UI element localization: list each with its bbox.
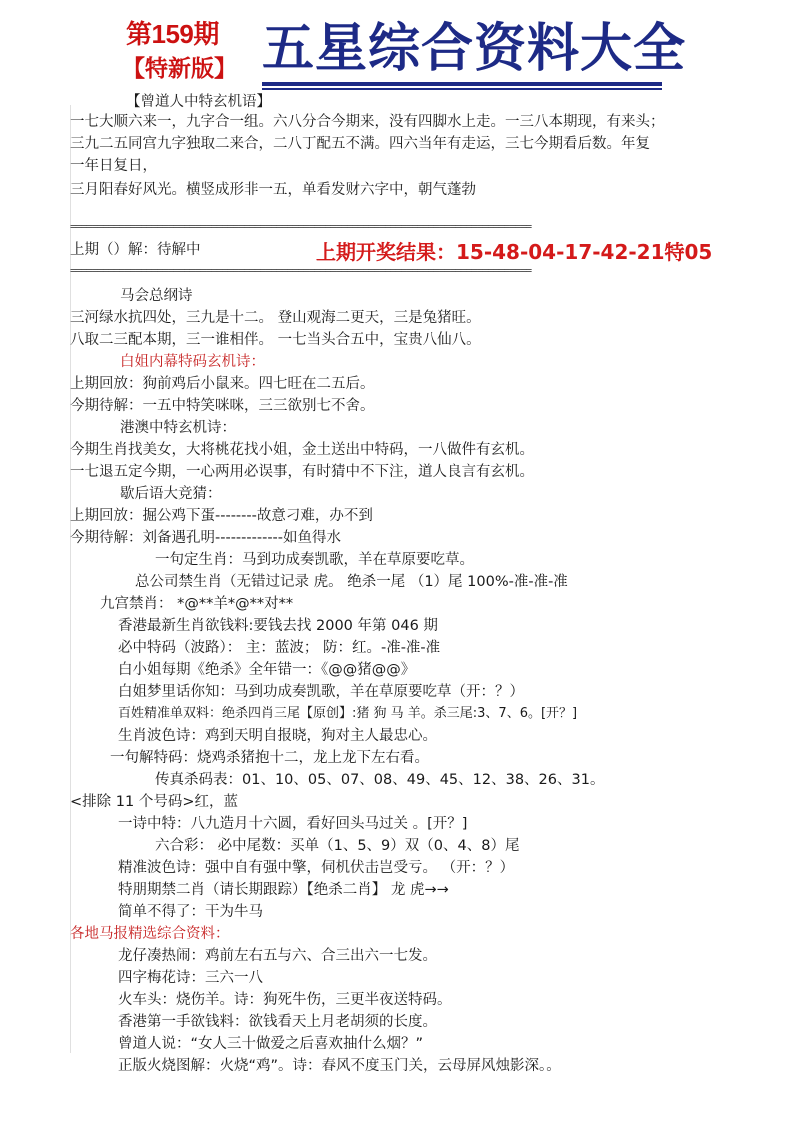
text-line: 百姓精准单双料：绝杀四肖三尾【原创】:猪 狗 马 羊。杀三尾:3、7、6。[开？] [118, 706, 578, 721]
text-line: 三九二五同宫九字独取二来合，二八丁配五不满。四六当年有走运，三七今期看后数。年复 [70, 136, 650, 152]
text-line: 三河绿水抗四处，三九是十二。 登山观海二更天，三是兔猪旺。 [70, 310, 481, 326]
last-period-result: 上期开奖结果：15-48-04-17-42-21特05 [316, 240, 713, 264]
text-line: 特朋期禁二肖（请长期跟踪）【绝杀二肖】 龙 虎→→ [118, 882, 449, 898]
text-line: 一七大顺六来一，九字合一组。六八分合今期来，没有四脚水上走。一三八本期现，有来头； [70, 114, 665, 130]
page-title: 五星综合资料大全 [262, 18, 687, 79]
text-line: 上期回放：掘公鸡下蛋--------故意刁难，办不到 [70, 508, 373, 524]
text-line: 香港第一手欲钱料：欲钱看天上月老胡须的长度。 [118, 1014, 437, 1030]
text-line: 精准波色诗：强中自有强中擎，伺机伏击岂受亏。 （开：？） [118, 860, 515, 876]
text-line: 总公司禁生肖（无错过记录 虎。 绝杀一尾 （1）尾 100%-准-准-准 [135, 574, 568, 590]
text-line: 六合彩： 必中尾数：买单（1、5、9）双（0、4、8）尾 [155, 838, 520, 854]
text-line: 三月阳春好风光。横竖成形非一五，单看发财六字中，朝气蓬勃 [70, 182, 476, 198]
text-line: 八取二三配本期，三一谁相伴。 一七当头合五中，宝贵八仙八。 [70, 332, 481, 348]
text-line: 白姐梦里话你知：马到功成奏凯歌，羊在草原要吃草（开：？） [118, 684, 524, 700]
section-heading: 【曾道人中特玄机语】 [126, 94, 271, 110]
text-line: 四字梅花诗：三六一八 [118, 970, 263, 986]
edition-label: 【特新版】 [122, 56, 237, 82]
text-line: 九宫禁肖： *@**羊*@**对** [100, 596, 294, 612]
text-line: 一七退五定今期，一心两用必误事，有时猜中不下注，道人良言有玄机。 [70, 464, 534, 480]
section-heading: 马会总纲诗 [120, 288, 193, 304]
issue-number: 第159期 [126, 19, 219, 49]
divider: ===================================================================================== [70, 220, 531, 233]
text-line: 一年日复日， [70, 158, 157, 174]
text-line: 火车头：烧伤羊。诗：狗死牛伤，三更半夜送特码。 [118, 992, 452, 1008]
text-line: 白小姐每期《绝杀》全年错一：《@@猪@@》 [118, 662, 416, 678]
section-heading: 白姐内幕特码玄机诗： [120, 354, 265, 370]
text-line: 香港最新生肖欲钱料:要钱去找 2000 年第 046 期 [118, 618, 438, 634]
title-underline-thin [262, 88, 662, 90]
text-line: 一句解特码：烧鸡杀猪抱十二，龙上龙下左右看。 [110, 750, 429, 766]
text-line: 上期回放：狗前鸡后小鼠来。四七旺在二五后。 [70, 376, 375, 392]
text-line: 必中特码（波路）： 主：蓝波； 防：红。-准-准-准 [118, 640, 441, 656]
text-line: 一诗中特：八九造月十六圆，看好回头马过关 。[开？] [118, 816, 468, 832]
text-line: 简单不得了：干为牛马 [118, 904, 263, 920]
text-line: 今期待解：刘备遇孔明-------------如鱼得水 [70, 530, 342, 546]
text-line: 曾道人说：“女人三十做爱之后喜欢抽什么烟？” [118, 1036, 424, 1052]
text-line: 一句定生肖：马到功成奏凯歌，羊在草原要吃草。 [155, 552, 474, 568]
divider: ===================================================================================== [70, 264, 531, 277]
section-heading: 港澳中特玄机诗： [120, 420, 236, 436]
text-line: 今期生肖找美女，大将桃花找小姐，金土送出中特码，一八做件有玄机。 [70, 442, 534, 458]
text-line: 今期待解：一五中特笑咪咪，三三欲别七不舍。 [70, 398, 375, 414]
text-line: 正版火烧图解：火烧“鸡”。诗：春风不度玉门关，云母屏风烛影深。。 [118, 1058, 561, 1074]
section-heading: 歇后语大竞猜： [120, 486, 222, 502]
text-line: 龙仔凑热闹：鸡前左右五与六、合三出六一七发。 [118, 948, 437, 964]
section-heading: 各地马报精选综合资料： [70, 926, 230, 942]
text-line: <排除 11 个号码>红，蓝 [70, 794, 238, 810]
last-period-label: 上期（）解：待解中 [70, 242, 201, 258]
title-underline [262, 82, 662, 86]
text-line: 生肖波色诗：鸡到天明自报晓，狗对主人最忠心。 [118, 728, 437, 744]
text-line: 传真杀码表：01、10、05、07、08、49、45、12、38、26、31。 [155, 772, 605, 788]
